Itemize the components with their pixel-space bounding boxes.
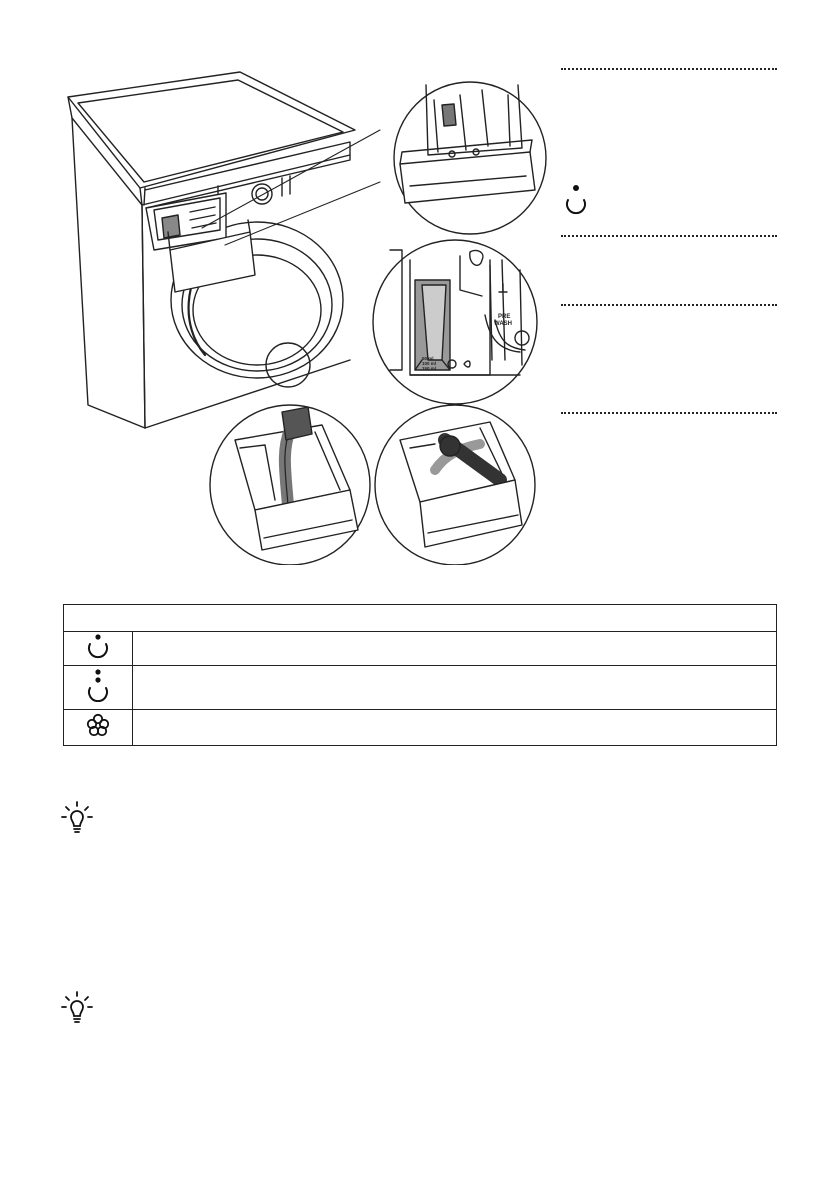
prewash-icon [563,184,589,220]
detergent-drawer-icon [394,82,546,234]
lightbulb-icon [60,800,94,836]
softener-icon [85,712,111,738]
legend-text [133,666,777,710]
measure-50-label: 50 ml [422,356,434,361]
compartment-detail-icon [373,240,537,404]
legend-row [64,710,777,746]
prewash-icon [85,668,111,702]
drawer-cleaning-icon [210,405,370,565]
washing-machine-illustration [50,60,550,565]
lightbulb-icon [60,990,94,1026]
legend-text [133,632,777,666]
measure-100-label: 100 ml [422,361,437,366]
main-wash-icon [85,633,111,659]
washing-machine-icon [68,72,355,428]
dotted-separator [561,68,777,70]
legend-header [64,605,777,632]
compartment-legend-table [63,604,777,746]
prewash-label-bottom: WASH [494,321,512,327]
legend-row [64,632,777,666]
brush-cleaning-icon [375,405,535,565]
legend-text [133,710,777,746]
dotted-separator [561,412,777,414]
dotted-separator [561,235,777,237]
measure-150-label: 150 ml [422,366,437,371]
dotted-separator [561,304,777,306]
legend-header-row [64,605,777,632]
legend-row [64,666,777,710]
prewash-label-top: PRE [498,314,511,320]
